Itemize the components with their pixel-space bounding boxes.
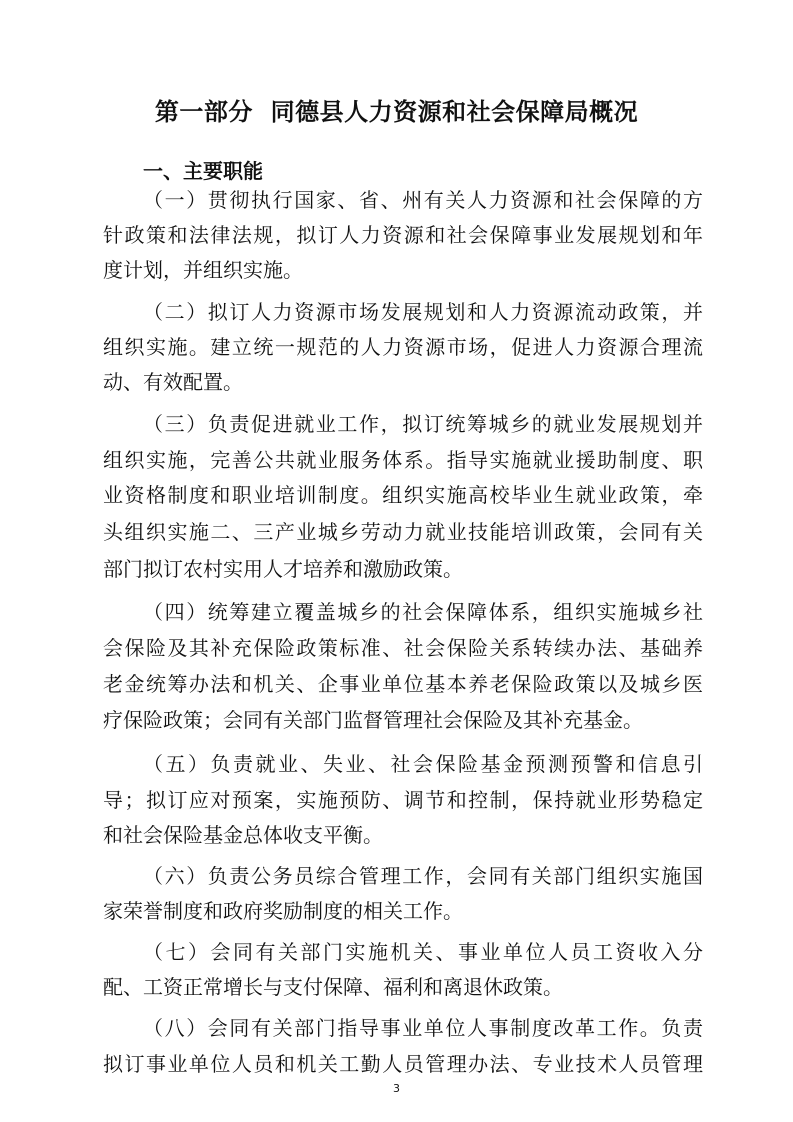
paragraph-line: 和社会保险基金总体收支平衡。 [103, 823, 383, 847]
paragraph-line: 家荣誉制度和政府奖励制度的相关工作。 [103, 899, 463, 923]
paragraph-line: 头组织实施二、三产业城乡劳动力就业技能培训政策，会同有关 [103, 520, 703, 544]
paragraph-line: 动、有效配置。 [103, 370, 243, 394]
paragraph-line: 业资格制度和职业培训制度。组织实施高校毕业生就业政策，牵 [103, 483, 703, 507]
page-number: 3 [393, 1082, 400, 1095]
paragraph-line: 部门拟订农村实用人才培养和激励政策。 [103, 557, 463, 581]
paragraph-line: （八）会同有关部门指导事业单位人事制度改革工作。负责 [143, 1016, 703, 1040]
paragraph-line: 组织实施，完善公共就业服务体系。指导实施就业援助制度、职 [103, 448, 703, 472]
paragraph-line: 配、工资正常增长与支付保障、福利和离退休政策。 [103, 975, 563, 999]
paragraph-line: 度计划，并组织实施。 [103, 258, 303, 282]
paragraph-line: （五）负责就业、失业、社会保险基金预测预警和信息引 [143, 752, 703, 776]
paragraph-line: 老金统筹办法和机关、企事业单位基本养老保险政策以及城乡医 [103, 672, 703, 696]
paragraph-line: 会保险及其补充保险政策标准、社会保险关系转续办法、基础养 [103, 636, 703, 660]
paragraph-line: 导；拟订应对预案，实施预防、调节和控制，保持就业形势稳定 [103, 788, 703, 812]
paragraph-line: 针政策和法律法规，拟订人力资源和社会保障事业发展规划和年 [103, 223, 703, 247]
paragraph-line: （二）拟订人力资源市场发展规划和人力资源流动政策，并 [143, 300, 703, 324]
paragraph-line: 组织实施。建立统一规范的人力资源市场，促进人力资源合理流 [103, 335, 703, 359]
paragraph-line: （四）统筹建立覆盖城乡的社会保障体系，组织实施城乡社 [143, 600, 703, 624]
paragraph-line: （六）负责公务员综合管理工作，会同有关部门组织实施国 [143, 864, 703, 888]
paragraph-line: （一）贯彻执行国家、省、州有关人力资源和社会保障的方 [143, 188, 703, 212]
paragraph-line: （三）负责促进就业工作，拟订统筹城乡的就业发展规划并 [143, 412, 703, 436]
paragraph-line: 疗保险政策；会同有关部门监督管理社会保险及其补充基金。 [103, 708, 643, 732]
paragraph-line: 拟订事业单位人员和机关工勤人员管理办法、专业技术人员管理 [103, 1052, 703, 1076]
section-heading: 一、主要职能 [143, 159, 263, 183]
paragraph-line: （七）会同有关部门实施机关、事业单位人员工资收入分 [143, 940, 703, 964]
page-title: 第一部分 同德县人力资源和社会保障局概况 [154, 98, 639, 126]
